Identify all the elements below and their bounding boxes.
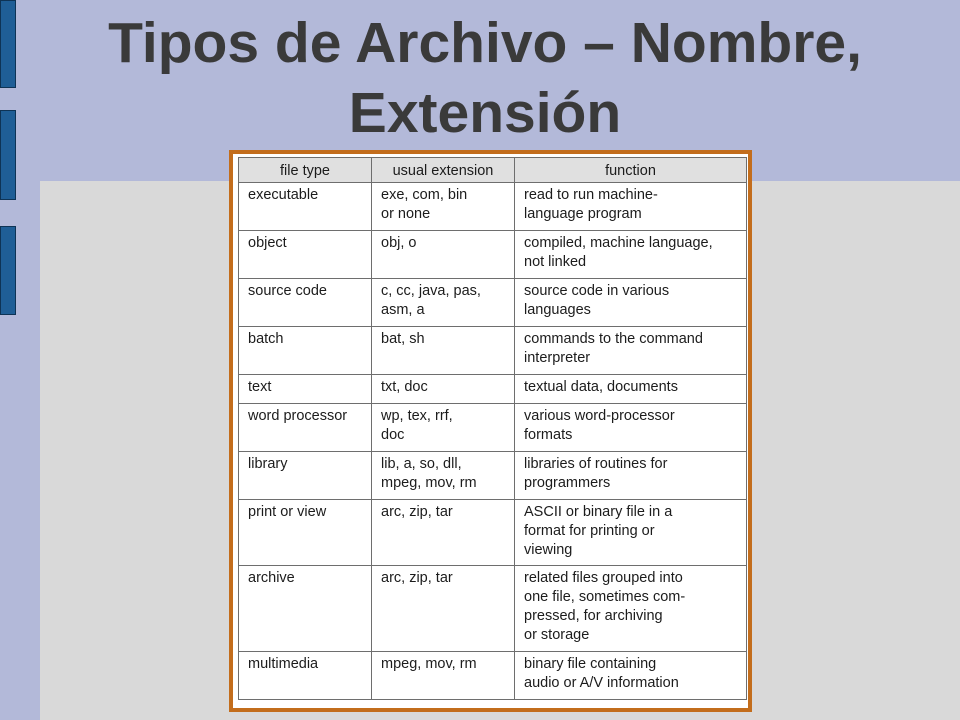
cell-text: formats: [524, 427, 573, 443]
cell-text: related files grouped into: [524, 570, 683, 586]
cell-text: binary file containing: [524, 656, 657, 672]
cell-text: programmers: [524, 475, 611, 491]
cell-text: ASCII or binary file in a: [524, 504, 673, 520]
cell-text: source code in various: [524, 283, 670, 299]
cell-text: c, cc, java, pas,: [381, 283, 481, 299]
cell-extension: [372, 231, 515, 279]
cell-text: languages: [524, 302, 591, 318]
cell-text: bat, sh: [381, 331, 425, 347]
cell-text: textual data, documents: [524, 379, 678, 395]
table-row-word-processor: [239, 404, 747, 452]
cell-function: [515, 500, 747, 566]
cell-extension: [372, 404, 515, 452]
cell-text: arc, zip, tar: [381, 570, 453, 586]
table-row-print-or-view: [239, 500, 747, 566]
file-types-table-frame: [229, 150, 752, 712]
cell-text: mpeg, mov, rm: [381, 656, 477, 672]
file-types-table: [238, 157, 747, 700]
cell-extension: [372, 327, 515, 375]
cell-file-type: source code: [239, 279, 372, 327]
cell-text: txt, doc: [381, 379, 428, 395]
table-row-batch: [239, 327, 747, 375]
cell-text: audio or A/V information: [524, 675, 679, 691]
cell-extension: [372, 183, 515, 231]
cell-extension: [372, 652, 515, 700]
cell-file-type: multimedia: [239, 652, 372, 700]
cell-extension: [372, 566, 515, 652]
cell-text: exe, com, bin: [381, 187, 468, 203]
cell-function: [515, 183, 747, 231]
cell-text: compiled, machine language,: [524, 235, 713, 251]
cell-file-type: object: [239, 231, 372, 279]
cell-text: viewing: [524, 542, 573, 558]
cell-function: [515, 279, 747, 327]
cell-function: [515, 566, 747, 652]
table-row-multimedia: [239, 652, 747, 700]
cell-function: [515, 404, 747, 452]
cell-function: [515, 375, 747, 404]
column-header-usual-extension: usual extension: [372, 158, 515, 183]
slide-title-line1: Tipos de Archivo – Nombre,: [108, 11, 862, 75]
cell-function: [515, 452, 747, 500]
cell-file-type: executable: [239, 183, 372, 231]
table-row-library: [239, 452, 747, 500]
cell-text: or storage: [524, 627, 590, 643]
cell-text: wp, tex, rrf,: [381, 408, 453, 424]
slide-title-line2: Extensión: [348, 81, 622, 145]
cell-text: libraries of routines for: [524, 456, 668, 472]
slide-title: [40, 8, 930, 148]
accent-bar-1: [0, 0, 16, 88]
cell-text: format for printing or: [524, 523, 655, 539]
accent-bar-2: [0, 110, 16, 200]
cell-text: read to run machine-: [524, 187, 658, 203]
cell-extension: [372, 500, 515, 566]
cell-text: lib, a, so, dll,: [381, 456, 462, 472]
cell-function: [515, 327, 747, 375]
cell-extension: [372, 279, 515, 327]
cell-text: not linked: [524, 254, 587, 270]
cell-text: language program: [524, 206, 642, 222]
cell-text: arc, zip, tar: [381, 504, 453, 520]
cell-file-type: word processor: [239, 404, 372, 452]
table-header-row: [239, 158, 747, 183]
cell-extension: [372, 452, 515, 500]
cell-text: mpeg, mov, rm: [381, 475, 477, 491]
cell-text: doc: [381, 427, 405, 443]
table-row-source-code: [239, 279, 747, 327]
cell-text: pressed, for archiving: [524, 608, 663, 624]
cell-text: commands to the command: [524, 331, 703, 347]
cell-text: various word-processor: [524, 408, 675, 424]
table-row-executable: [239, 183, 747, 231]
cell-text: obj, o: [381, 235, 417, 251]
cell-function: [515, 652, 747, 700]
cell-file-type: batch: [239, 327, 372, 375]
cell-function: [515, 231, 747, 279]
accent-bar-3: [0, 226, 16, 315]
table-row-object: [239, 231, 747, 279]
cell-file-type: print or view: [239, 500, 372, 566]
cell-text: one file, sometimes com-: [524, 589, 686, 605]
cell-file-type: archive: [239, 566, 372, 652]
cell-text: or none: [381, 206, 431, 222]
cell-file-type: text: [239, 375, 372, 404]
column-header-file-type: file type: [239, 158, 372, 183]
table-row-archive: [239, 566, 747, 652]
cell-extension: [372, 375, 515, 404]
cell-text: asm, a: [381, 302, 425, 318]
column-header-function: function: [515, 158, 747, 183]
cell-file-type: library: [239, 452, 372, 500]
table-row-text: [239, 375, 747, 404]
cell-text: interpreter: [524, 350, 591, 366]
